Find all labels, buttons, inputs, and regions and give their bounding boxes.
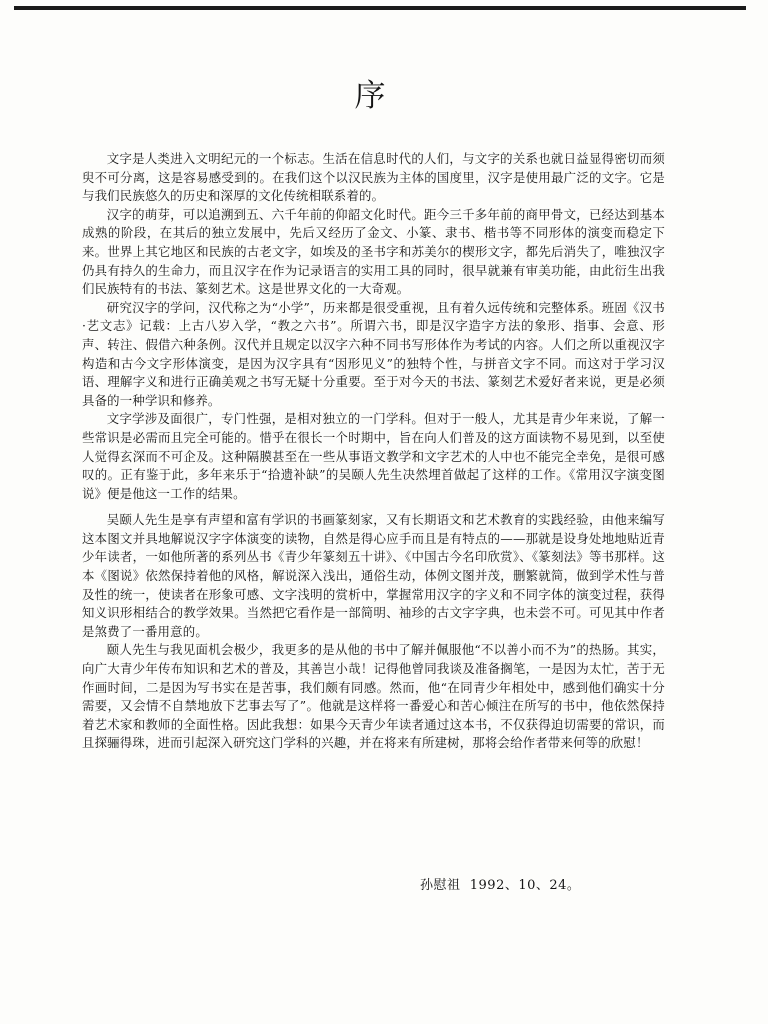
signature-line: 孙慰祖 1992、10、24。 [420,878,581,893]
paragraph-3: 研究汉字的学问，汉代称之为“小学”，历来都是很受重视，且有着久远传统和完整体系。班固《汉书·艺文志》记载：上古八岁入学，“教之六书”。所谓六书，即是汉字造字方法的象形、指事、会意、形声、转注、假借六种条例。汉代并且规定以汉字六种不同书写形体作为考试的内容。人们之所以重视汉字构造和古今文字形体演变，是因为汉字具有“因形见义”的独特个性，与拼音文字不同。而这对于学习汉语、理解字义和进行正确美观之书写无疑十分重要。至于对今天的书法、篆刻艺术爱好者来说，更是必须具备的一种学识和修养。 [82,299,665,408]
body-text [82,150,665,753]
page-title: 序 [354,78,386,114]
paragraph-5: 吴颐人先生是享有声望和富有学识的书画篆刻家，又有长期语文和艺术教育的实践经验，由他来编写这本图文并具地解说汉字字体演变的读物，自然是得心应手而且是有特点的——那就是设身处地地贴近青少年读者，一如他所著的系列丛书《青少年篆刻五十讲》、《中国古今名印欣赏》、《篆刻法》等书那样。这本《图说》依然保持着他的风格，解说深入浅出，通俗生动，体例文图并茂，删繁就简，做到学术性与普及性的统一，使读者在形象可感、文字浅明的赏析中，掌握常用汉字的字义和不同字体的演变过程，获得知义识形相结合的教学效果。当然把它看作是一部简明、袖珍的古文字字典，也未尝不可。可见其中作者是煞费了一番用意的。 [82,512,665,639]
paragraph-6: 颐人先生与我见面机会极少，我更多的是从他的书中了解并佩服他“不以善小而不为”的热肠。其实，向广大青少年传布知识和艺术的普及，其善岂小哉！记得他曾同我谈及准备搁笔，一是因为太忙，苦于无作画时间，二是因为写书实在是苦事，我们颇有同感。然而，他“在同青少年相处中，感到他们确实十分需要，又会情不自禁地放下艺事去写了”。他就是这样将一番爱心和苦心倾注在所写的书中，他依然保持着艺术家和教师的全面性格。因此我想：如果今天青少年读者通过这本书，不仅获得迫切需要的常识，而且探骊得珠，进而引起深入研究这门学科的兴趣，并在将来有所建树，那将会给作者带来何等的欣慰！ [82,642,665,751]
top-rule [14,6,746,10]
paragraph-1: 文字是人类进入文明纪元的一个标志。生活在信息时代的人们，与文字的关系也就日益显得密切而须臾不可分离，这是容易感受到的。在我们这个以汉民族为主体的国度里，汉字是使用最广泛的文字。它是与我们民族悠久的历史和深厚的文化传统相联系着的。 [82,151,665,204]
paragraph-2: 汉字的萌芽，可以追溯到五、六千年前的仰韶文化时代。距今三千多年前的商甲骨文，已经达到基本成熟的阶段，在其后的独立发展中，先后又经历了金文、小篆、隶书、楷书等不同形体的演变而稳定下来。世界上其它地区和民族的古老文字，如埃及的圣书字和苏美尔的楔形文字，都先后消失了，唯独汉字仍具有持久的生命力，而且汉字在作为记录语言的实用工具的同时，很早就兼有审美功能，由此衍生出我们民族特有的书法、篆刻艺术。这是世界文化的一大奇观。 [82,206,665,297]
paragraph-4: 文字学涉及面很广，专门性强，是相对独立的一门学科。但对于一般人，尤其是青少年来说，了解一些常识是必需而且完全可能的。惜乎在很长一个时期中，旨在向人们普及的这方面读物不易见到，以至使人觉得玄深而不可企及。这种隔膜甚至在一些从事语文教学和文字艺术的人中也不能完全幸免，是很可感叹的。正有鉴于此，多年来乐于“拾遗补缺”的吴颐人先生决然埋首做起了这样的工作。《常用汉字演变图说》便是他这一工作的结果。 [82,411,665,501]
